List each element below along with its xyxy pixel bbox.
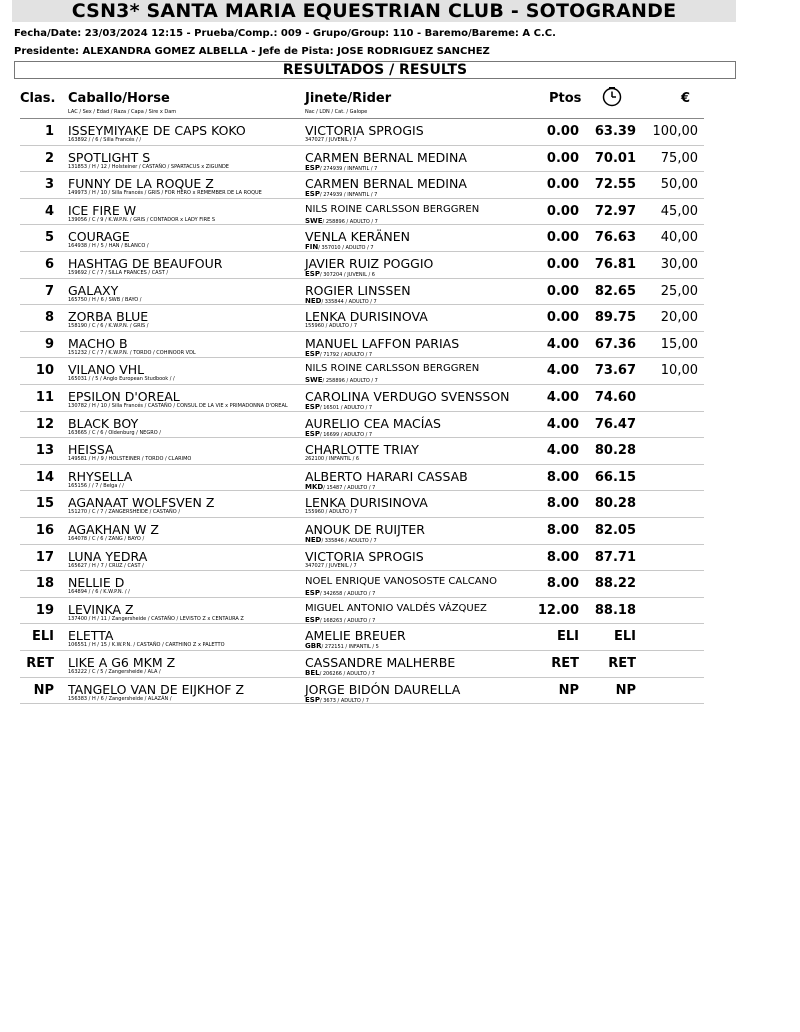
- time-value: 70.01: [594, 150, 636, 166]
- time-value: 88.22: [594, 576, 636, 592]
- time-value: 82.65: [594, 283, 636, 299]
- rider-details: NED/ 335844 / ADULTO / 7: [305, 296, 377, 305]
- horse-details: 149581 / H / 9 / HOLSTEINER / TORDO / CLARIMO: [68, 456, 192, 463]
- table-row: [0, 385, 800, 412]
- rider-name: CARMEN BERNAL MEDINA: [305, 149, 467, 165]
- placing: 10: [35, 363, 54, 379]
- rider-details: ESP/ 168263 / ADULTO / 7: [305, 615, 376, 624]
- horse-name: COURAGE: [68, 229, 130, 245]
- penalty-points: 0.00: [546, 230, 579, 246]
- rider-nationality: ESP: [305, 190, 320, 199]
- horse-name: HASHTAG DE BEAUFOUR: [68, 256, 223, 271]
- prize-money: 30,00: [660, 257, 698, 272]
- horse-details: 137400 / H / 11 / Zangersheide / CASTAÑO / LEVISTO Z x CENTAURA Z: [68, 615, 244, 622]
- horse-name: EPSILON D'OREAL: [68, 389, 180, 404]
- placing: 17: [35, 549, 54, 565]
- rider-details: ESP/ 307204 / JUVENIL / 6: [305, 270, 375, 278]
- horse-name: NELLIE D: [68, 575, 125, 591]
- horse-name: RHYSELLA: [68, 468, 133, 484]
- horse-name: VILANO VHL: [68, 362, 145, 378]
- clock-icon: [602, 87, 622, 111]
- time-value: 67.36: [594, 336, 636, 352]
- rider-details: ESP/ 71792 / ADULTO / 7: [305, 349, 373, 358]
- competition-info: Fecha/Date: 23/03/2024 12:15 - Prueba/Comp.: 009 - Grupo/Group: 110 - Baremo/Bareme: A C.C.: [14, 28, 556, 39]
- col-header-pts: Ptos: [549, 91, 582, 106]
- horse-details: 163665 / C / 6 / Oldenburg / NEGRO /: [68, 429, 161, 436]
- penalty-points: 0.00: [546, 283, 579, 299]
- rider-details: SWE/ 258896 / ADULTO / 7: [305, 216, 378, 225]
- horse-name: ICE FIRE W: [68, 202, 137, 218]
- penalty-points: 8.00: [546, 576, 579, 592]
- rider-nationality: FIN: [305, 243, 319, 252]
- horse-details: 163892 / / 6 / Silla Francés / /: [68, 137, 142, 143]
- rider-name: JORGE BIDÓN DAURELLA: [305, 681, 461, 697]
- rider-name: ANOUK DE RUIJTER: [305, 522, 425, 537]
- col-header-prize: €: [681, 91, 691, 106]
- horse-details: 130782 / H / 10 / Silla Francés / CASTAÑO / CONSUL DE LA VIE x PRIMADONNA D'OREAL: [68, 403, 288, 409]
- horse-name: GALAXY: [68, 282, 119, 298]
- placing: 4: [44, 203, 54, 219]
- rider-name: AURELIO CEA MACÍAS: [305, 415, 441, 431]
- rider-name: VICTORIA SPROGIS: [305, 548, 424, 564]
- table-row: [0, 199, 800, 226]
- rider-details: SWE/ 258896 / ADULTO / 7: [305, 376, 378, 385]
- prize-money: 40,00: [660, 230, 698, 246]
- horse-name: BLACK BOY: [68, 415, 139, 431]
- horse-name: ZORBA BLUE: [68, 309, 149, 325]
- col-header-rider-sub: Nac / LDN / Cat. / Galope: [305, 109, 368, 115]
- placing: 2: [44, 150, 54, 166]
- rider-details: NED/ 335846 / ADULTO / 7: [305, 536, 377, 544]
- table-row: [0, 279, 800, 306]
- horse-name: ISSEYMIYAKE DE CAPS KOKO: [68, 123, 246, 138]
- rider-details: GBR/ 272151 / INFANTIL / 5: [305, 642, 379, 651]
- time-value: NP: [615, 682, 636, 698]
- penalty-points: 8.00: [546, 469, 579, 485]
- results-title: RESULTADOS / RESULTS: [282, 62, 468, 78]
- time-value: 80.28: [594, 496, 636, 512]
- time-value: 80.28: [594, 443, 636, 459]
- rider-nationality: ESP: [305, 349, 320, 358]
- time-value: 63.39: [594, 124, 636, 139]
- rider-name: VENLA KERÄNEN: [305, 229, 410, 245]
- rider-details: ESP/ 16699 / ADULTO / 7: [305, 429, 373, 438]
- table-row: [0, 252, 800, 279]
- horse-details: 159692 / C / 7 / SILLA FRANCES / CAST /: [68, 270, 169, 276]
- rider-nationality: ESP: [305, 589, 320, 598]
- penalty-points: 0.00: [546, 257, 579, 272]
- horse-details: 165627 / H / 7 / CRUZ / CAST /: [68, 562, 144, 569]
- time-value: 76.63: [594, 230, 636, 246]
- rider-nationality: NED: [305, 296, 322, 305]
- rider-name: CHARLOTTE TRIAY: [305, 442, 419, 458]
- rider-details: ESP/ 342658 / ADULTO / 7: [305, 589, 376, 598]
- prize-money: 50,00: [660, 177, 698, 193]
- penalty-points: 4.00: [546, 336, 579, 352]
- table-row: [0, 146, 800, 173]
- rider-name: ALBERTO HARARI CASSAB: [305, 468, 468, 484]
- rider-nationality: SWE: [305, 216, 323, 225]
- placing: 15: [35, 496, 54, 512]
- placing: 3: [44, 177, 54, 193]
- penalty-points: 0.00: [546, 150, 579, 166]
- officials-info: Presidente: ALEXANDRA GOMEZ ALBELLA - Jefe de Pista: JOSE RODRIGUEZ SANCHEZ: [14, 46, 490, 57]
- horse-details: 151270 / C / 7 / ZANGERSHEIDE / CASTAÑO /: [68, 509, 181, 516]
- table-row: [0, 305, 800, 332]
- time-value: 72.55: [594, 177, 636, 193]
- penalty-points: 4.00: [546, 390, 579, 405]
- placing: 18: [35, 576, 54, 592]
- time-value: 88.18: [594, 602, 636, 618]
- table-row: [0, 412, 800, 439]
- table-row: [0, 545, 800, 572]
- col-header-horse-sub: LAC / Sex / Edad / Raza / Capa / Sire x Dam: [68, 109, 177, 115]
- penalty-points: 0.00: [546, 124, 579, 139]
- table-row: [0, 678, 800, 705]
- time-value: 76.47: [594, 416, 636, 432]
- horse-name: ELETTA: [68, 628, 114, 644]
- table-row: [0, 225, 800, 252]
- table-row: [0, 172, 800, 199]
- rider-nationality: SWE: [305, 376, 323, 385]
- horse-details: 164938 / H / 5 / HAN / BLANCO /: [68, 243, 149, 250]
- table-row: [0, 332, 800, 359]
- rider-name: NOEL ENRIQUE VANOSOSTE CALCANO: [305, 576, 497, 588]
- placing: NP: [33, 682, 54, 698]
- rider-details: 347027 / JUVENIL / 7: [305, 562, 357, 569]
- penalty-points: 8.00: [546, 523, 579, 538]
- placing: 5: [44, 230, 54, 246]
- rider-details: 155960 / ADULTO / 7: [305, 509, 358, 516]
- table-row: [0, 598, 800, 625]
- time-value: 89.75: [594, 310, 636, 326]
- placing: RET: [26, 656, 54, 671]
- horse-details: 158190 / C / 6 / K.W.P.N. / GRIS /: [68, 323, 149, 330]
- rider-details: MKD/ 15487 / ADULTO / 7: [305, 482, 376, 491]
- time-value: 82.05: [594, 523, 636, 538]
- horse-name: TANGELO VAN DE EIJKHOF Z: [68, 681, 245, 697]
- penalty-points: 0.00: [546, 177, 579, 193]
- horse-name: SPOTLIGHT S: [68, 149, 151, 165]
- results-header-box: [14, 61, 736, 79]
- horse-details: 149973 / H / 10 / Silla Francés / GRIS / FOR HERO x REMEMBER DE LA ROQUE: [68, 190, 262, 197]
- horse-details: 163222 / C / 5 / Zangersheide / ALA /: [68, 669, 161, 675]
- horse-name: MACHO B: [68, 335, 128, 351]
- row-divider: [20, 703, 704, 704]
- horse-details: 151232 / C / 7 / K.W.P.N. / TORDO / COHINOOR VDL: [68, 349, 196, 356]
- penalty-points: 12.00: [537, 602, 579, 618]
- time-value: RET: [608, 656, 636, 671]
- rider-nationality: ESP: [305, 403, 320, 411]
- horse-name: FUNNY DE LA ROQUE Z: [68, 176, 214, 192]
- rider-name: MIGUEL ANTONIO VALDÉS VÁZQUEZ: [305, 602, 487, 614]
- rider-details: ESP/ 16501 / ADULTO / 7: [305, 403, 373, 411]
- placing: 6: [44, 257, 54, 272]
- rider-name: AMELIE BREUER: [305, 628, 406, 644]
- rider-name: LENKA DURISINOVA: [305, 495, 428, 511]
- rider-name: JAVIER RUIZ POGGIO: [305, 256, 434, 271]
- horse-details: 139056 / C / 9 / K.W.P.N. / GRIS / CONTADOR x LADY FIRE S: [68, 216, 215, 223]
- horse-details: 106551 / H / 15 / K.W.P.N. / CASTAÑO / CARTHINO Z x PALETTO: [68, 642, 225, 649]
- time-value: 87.71: [594, 549, 636, 565]
- rider-details: FIN/ 357010 / ADULTO / 7: [305, 243, 374, 252]
- horse-details: 164894 / / 6 / K.W.P.N. / /: [68, 589, 130, 596]
- placing: 11: [35, 390, 54, 405]
- placing: 12: [35, 416, 54, 432]
- penalty-points: NP: [558, 682, 579, 698]
- page-title: CSN3* SANTA MARIA EQUESTRIAN CLUB - SOTOGRANDE: [12, 0, 736, 22]
- horse-name: LIKE A G6 MKM Z: [68, 655, 176, 670]
- time-value: 66.15: [594, 469, 636, 485]
- col-header-rider: Jinete/Rider: [305, 91, 392, 106]
- horse-name: AGAKHAN W Z: [68, 522, 159, 537]
- table-row: [0, 438, 800, 465]
- prize-money: 100,00: [652, 124, 698, 139]
- placing: 7: [44, 283, 54, 299]
- rider-name: NILS ROINE CARLSSON BERGGREN: [305, 203, 480, 215]
- placing: 16: [35, 523, 54, 538]
- placing: 13: [35, 443, 54, 459]
- rider-name: MANUEL LAFFON PARIAS: [305, 335, 460, 351]
- rider-nationality: ESP: [305, 615, 320, 624]
- rider-name: LENKA DURISINOVA: [305, 309, 428, 325]
- time-value: 72.97: [594, 203, 636, 219]
- time-value: 76.81: [594, 257, 636, 272]
- rider-name: NILS ROINE CARLSSON BERGGREN: [305, 363, 480, 375]
- rider-details: ESP/ 3673 / ADULTO / 7: [305, 695, 369, 704]
- horse-name: AGANAAT WOLFSVEN Z: [68, 495, 215, 511]
- prize-money: 75,00: [660, 150, 698, 166]
- penalty-points: 8.00: [546, 549, 579, 565]
- penalty-points: 4.00: [546, 443, 579, 459]
- horse-details: 165156 / / 7 / Belga / /: [68, 482, 124, 489]
- rider-nationality: GBR: [305, 642, 322, 651]
- penalty-points: 4.00: [546, 416, 579, 432]
- table-row: [0, 119, 800, 146]
- placing: 8: [44, 310, 54, 326]
- horse-name: HEISSA: [68, 442, 114, 458]
- rider-nationality: ESP: [305, 163, 320, 172]
- penalty-points: 0.00: [546, 203, 579, 219]
- col-header-clas: Clas.: [20, 91, 56, 106]
- horse-name: LEVINKA Z: [68, 601, 134, 617]
- rider-name: CARMEN BERNAL MEDINA: [305, 176, 467, 192]
- rider-nationality: ESP: [305, 695, 320, 704]
- table-row: [0, 465, 800, 492]
- penalty-points: RET: [551, 656, 579, 671]
- rider-name: VICTORIA SPROGIS: [305, 123, 424, 138]
- rider-details: ESP/ 274939 / INFANTIL / 7: [305, 190, 378, 199]
- placing: 9: [44, 336, 54, 352]
- time-value: 74.60: [594, 390, 636, 405]
- rider-name: CASSANDRE MALHERBE: [305, 655, 456, 670]
- table-row: [0, 651, 800, 678]
- placing: 1: [44, 124, 54, 139]
- prize-money: 45,00: [660, 203, 698, 219]
- col-header-horse: Caballo/Horse: [68, 91, 170, 106]
- placing: 19: [35, 602, 54, 618]
- placing: 14: [35, 469, 54, 485]
- table-row: [0, 358, 800, 385]
- prize-money: 10,00: [660, 363, 698, 379]
- time-value: ELI: [613, 629, 636, 645]
- horse-details: 165750 / H / 6 / SWB / BAYO /: [68, 296, 142, 303]
- horse-name: LUNA YEDRA: [68, 548, 148, 564]
- prize-money: 15,00: [660, 336, 698, 352]
- rider-nationality: ESP: [305, 270, 320, 278]
- rider-details: BEL/ 206266 / ADULTO / 7: [305, 669, 375, 677]
- time-value: 73.67: [594, 363, 636, 379]
- rider-details: 347027 / JUVENIL / 7: [305, 137, 357, 143]
- placing: ELI: [31, 629, 54, 645]
- rider-details: 262100 / INFANTIL / 6: [305, 456, 360, 463]
- horse-details: 165031 / / 5 / Anglo European Studbook / /: [68, 376, 175, 383]
- horse-details: 164078 / C / 6 / ZANG / BAYO /: [68, 536, 145, 542]
- table-row: [0, 491, 800, 518]
- rider-nationality: NED: [305, 536, 322, 544]
- rider-nationality: MKD: [305, 482, 324, 491]
- prize-money: 25,00: [660, 283, 698, 299]
- rider-details: ESP/ 274939 / INFANTIL / 7: [305, 163, 378, 172]
- penalty-points: 4.00: [546, 363, 579, 379]
- horse-details: 131853 / H / 12 / Holsteiner / CASTAÑO / SPARTACUS x ZIGUNDE: [68, 163, 229, 170]
- table-row: [0, 518, 800, 545]
- penalty-points: ELI: [556, 629, 579, 645]
- horse-details: 156383 / H / 6 / Zangersheide / ALAZÁN /: [68, 695, 172, 702]
- penalty-points: 8.00: [546, 496, 579, 512]
- table-row: [0, 624, 800, 651]
- prize-money: 20,00: [660, 310, 698, 326]
- rider-name: CAROLINA VERDUGO SVENSSON: [305, 389, 510, 404]
- rider-details: 155960 / ADULTO / 7: [305, 323, 358, 330]
- rider-nationality: BEL: [305, 669, 320, 677]
- penalty-points: 0.00: [546, 310, 579, 326]
- rider-nationality: ESP: [305, 429, 320, 438]
- table-row: [0, 571, 800, 598]
- rider-name: ROGIER LINSSEN: [305, 282, 411, 298]
